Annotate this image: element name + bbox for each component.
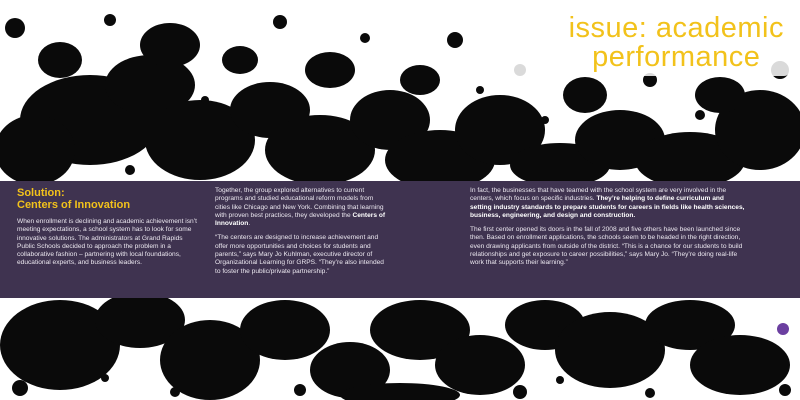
solution-heading-line-1: Solution: [17,187,65,199]
solution-paragraph: When enrollment is declining and academic achievement isn’t meeting expectations, a school system has to look for some innovative solutions. The administrators at Grand Rapids Public Schools decided to approach the problem in a collaborative fashion – partnering with local foundations, educational experts, and business leaders. [17,218,197,267]
solution-heading-line-2: Centers of Innovation [17,199,131,211]
headline-line-1: issue: academic [568,12,784,44]
right-column [470,187,745,274]
section-headline [569,14,784,72]
middle-paragraph-1-end: . [248,220,251,228]
solution-heading [17,187,197,211]
page-marker-dot [777,323,789,335]
right-paragraph-1 [470,187,745,220]
solution-column [17,187,197,274]
right-paragraph-2: The first center opened its doors in the fall of 2008 and five others have been launched since then. Based on enrollment applications, the schools seem to be headed in the right direction, even drawing applicants from outside of the district. “This is a chance for our students to build relationships and get exposure to career possibilities,” says Mary Jo. “They’re doing real-life work that supports their learning.” [470,226,743,267]
centers-of-innovation-bold: Centers of Innovation [215,211,386,228]
right-paragraph-1-text: In fact, the businesses that have teamed with the school system are very involved in the centers, which focus on specific industries. [470,187,727,203]
middle-column [215,187,390,282]
middle-paragraph-1 [215,187,390,228]
right-paragraph-1-bold: They’re helping to define curriculum and setting industry standards to prepare students for careers in fields like health sciences, business, engineering, and design and construction. [470,195,745,219]
headline-line-2: performance [592,41,761,73]
middle-paragraph-2: “The centers are designed to increase achievement and offer more opportunities and choices for students and parents,” says Mary Jo Kuhlman, executive director of Organizational Learning for GRPS. “They’re also intended to foster the public/private partnership.” [215,234,384,275]
middle-paragraph-1-text: Together, the group explored alternatives to current programs and studied educational reform models from cities like Chicago and New York. Combining that learning with proven best practices, they developed the [215,187,384,219]
